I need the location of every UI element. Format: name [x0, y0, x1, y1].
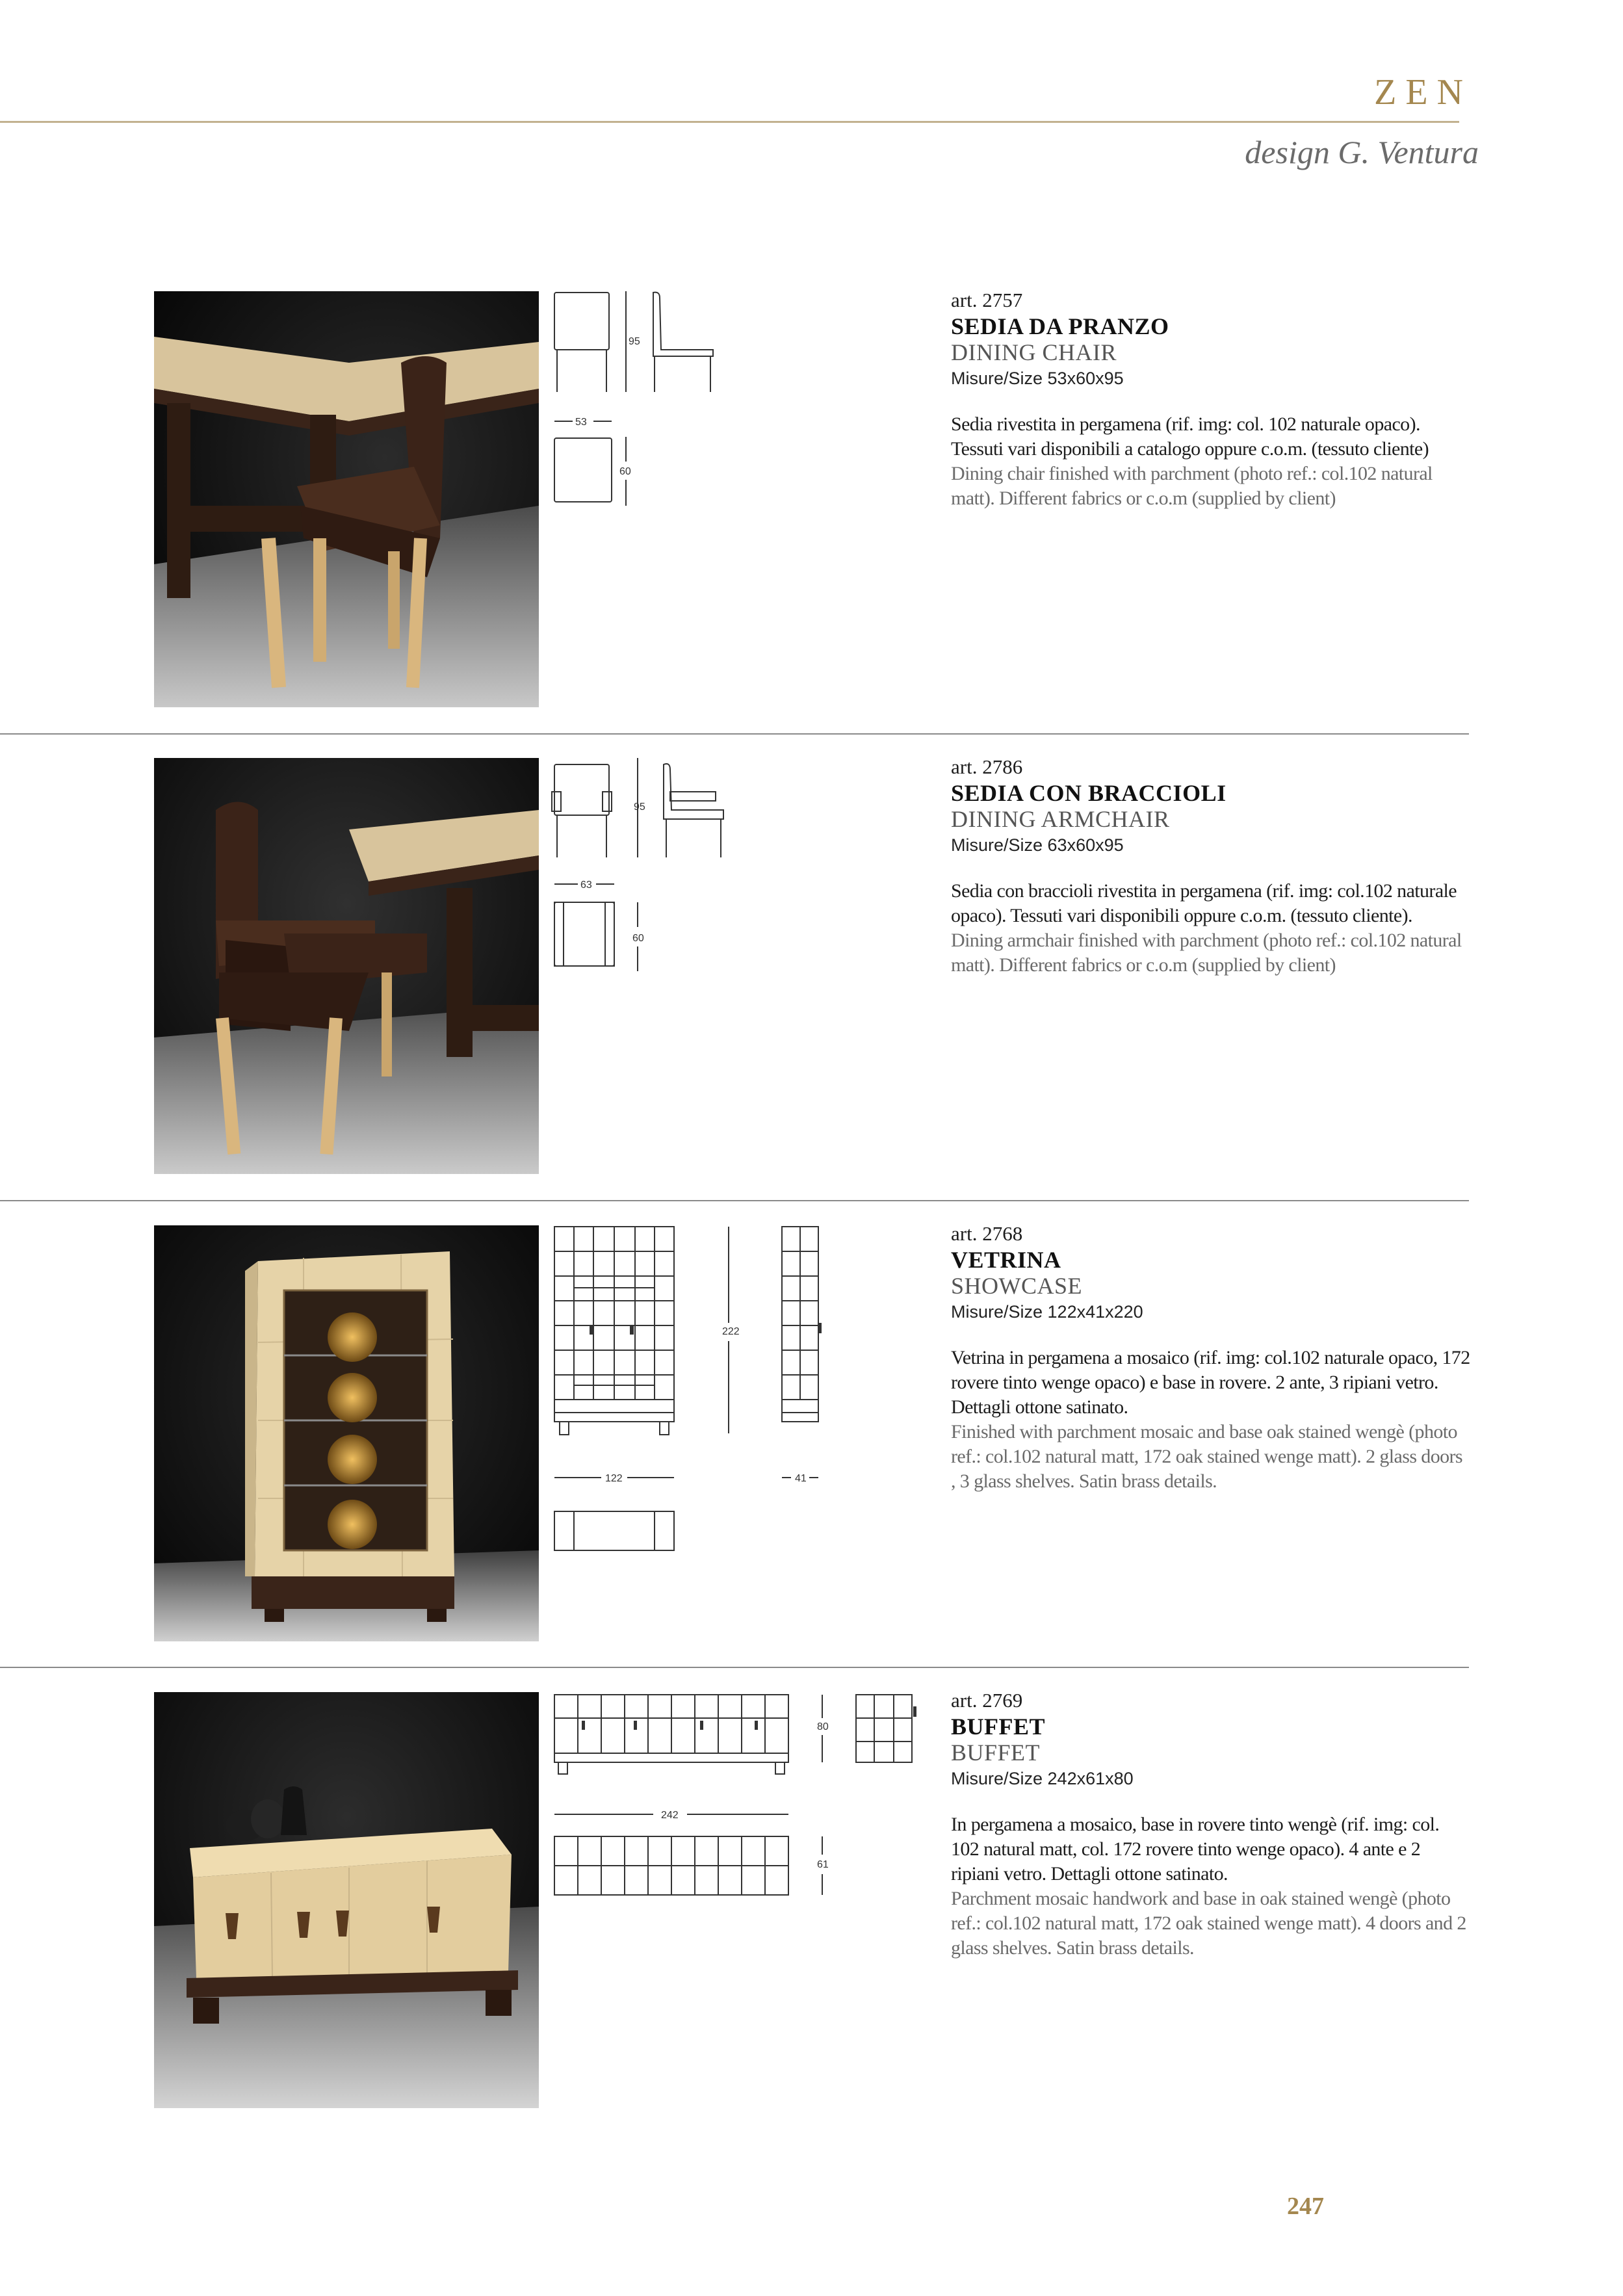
description-it: Vetrina in pergamena a mosaico (rif. img: col.102 naturale opaco, 172 rovere tinto wenge opaco) e base in rovere. 2 ante, 3 ripiani vetro. Dettagli ottone satinato. — [951, 1347, 1470, 1418]
buffet-drawing — [549, 1692, 842, 2108]
dim-width: 63 — [580, 880, 592, 891]
dining-armchair-photo — [154, 758, 539, 1174]
product-title-en: DINING ARMCHAIR — [951, 806, 1170, 832]
product-size: Misure/Size 242x61x80 — [951, 1769, 1134, 1788]
dim-depth: 60 — [619, 466, 631, 477]
dining-armchair-info — [951, 754, 1471, 978]
buffet-info — [951, 1688, 1471, 1961]
designer-credit: design G. Ventura — [1245, 134, 1479, 170]
showcase-photo — [154, 1225, 539, 1641]
dim-height: 80 — [817, 1721, 829, 1732]
brand-title: ZEN — [1374, 72, 1472, 112]
section-divider — [0, 1200, 1469, 1201]
dim-depth: 60 — [632, 933, 644, 944]
description-it: Sedia rivestita in pergamena (rif. img: col. 102 naturale opaco). Tessuti vari disponibili a catalogo oppure c.o.m. (tessuto cliente) — [951, 413, 1429, 460]
article-number: art. 2769 — [951, 1689, 1023, 1712]
product-title-it: SEDIA CON BRACCIOLI — [951, 780, 1227, 806]
description-en: Dining chair finished with parchment (photo ref.: col.102 natural matt). Different fabrics or c.o.m (supplied by client) — [951, 463, 1433, 509]
description-en: Finished with parchment mosaic and base oak stained wengè (photo ref.: col.102 natural matt, 172 oak stained wenge matt). 2 glass doors , 3 glass shelves. Satin brass details. — [951, 1421, 1462, 1492]
dining-chair-drawing — [549, 291, 842, 707]
description-it: Sedia con braccioli rivestita in pergamena (rif. img: col.102 naturale opaco). Tessuti vari disponibili oppure c.o.m. (tessuto cliente). — [951, 880, 1457, 926]
dim-width: 122 — [605, 1473, 623, 1484]
dim-height: 222 — [722, 1326, 740, 1337]
dim-depth: 61 — [817, 1859, 829, 1870]
article-number: art. 2786 — [951, 755, 1023, 778]
dim-height: 95 — [629, 336, 640, 347]
header-rule — [0, 121, 1459, 123]
section-divider — [0, 733, 1469, 735]
dining-armchair-drawing — [549, 758, 842, 1174]
article-number: art. 2768 — [951, 1222, 1023, 1245]
showcase-drawing — [549, 1225, 842, 1641]
product-size: Misure/Size 53x60x95 — [951, 369, 1124, 388]
product-size: Misure/Size 63x60x95 — [951, 835, 1124, 855]
article-number: art. 2757 — [951, 289, 1023, 311]
description-en: Parchment mosaic handwork and base in oak stained wengè (photo ref.: col.102 natural matt, 172 oak stained wenge matt). 4 doors and 2 glass shelves. Satin brass details. — [951, 1888, 1466, 1959]
product-title-it: BUFFET — [951, 1714, 1046, 1740]
product-title-en: SHOWCASE — [951, 1273, 1083, 1299]
product-title-it: VETRINA — [951, 1247, 1061, 1273]
showcase-info — [951, 1221, 1471, 1494]
dim-height: 95 — [634, 802, 645, 813]
product-title-en: BUFFET — [951, 1740, 1041, 1766]
buffet-photo — [154, 1692, 539, 2108]
page-number: 247 — [1287, 2193, 1324, 2220]
dim-depth: 41 — [795, 1473, 807, 1484]
dining-chair-info — [951, 287, 1471, 511]
dim-width: 53 — [575, 417, 587, 428]
section-divider — [0, 1667, 1469, 1668]
dim-width: 242 — [661, 1810, 679, 1821]
description-en: Dining armchair finished with parchment (photo ref.: col.102 natural matt). Different fabrics or c.o.m (supplied by client) — [951, 930, 1462, 976]
product-size: Misure/Size 122x41x220 — [951, 1302, 1143, 1322]
product-title-en: DINING CHAIR — [951, 339, 1117, 365]
product-title-it: SEDIA DA PRANZO — [951, 313, 1169, 339]
description-it: In pergamena a mosaico, base in rovere tinto wengè (rif. img: col. 102 natural matt, col. 172 rovere tinto wenge opaco). 4 ante e 2 ripiani vetro. Dettagli ottone satinato. — [951, 1814, 1440, 1885]
dining-chair-photo — [154, 291, 539, 707]
